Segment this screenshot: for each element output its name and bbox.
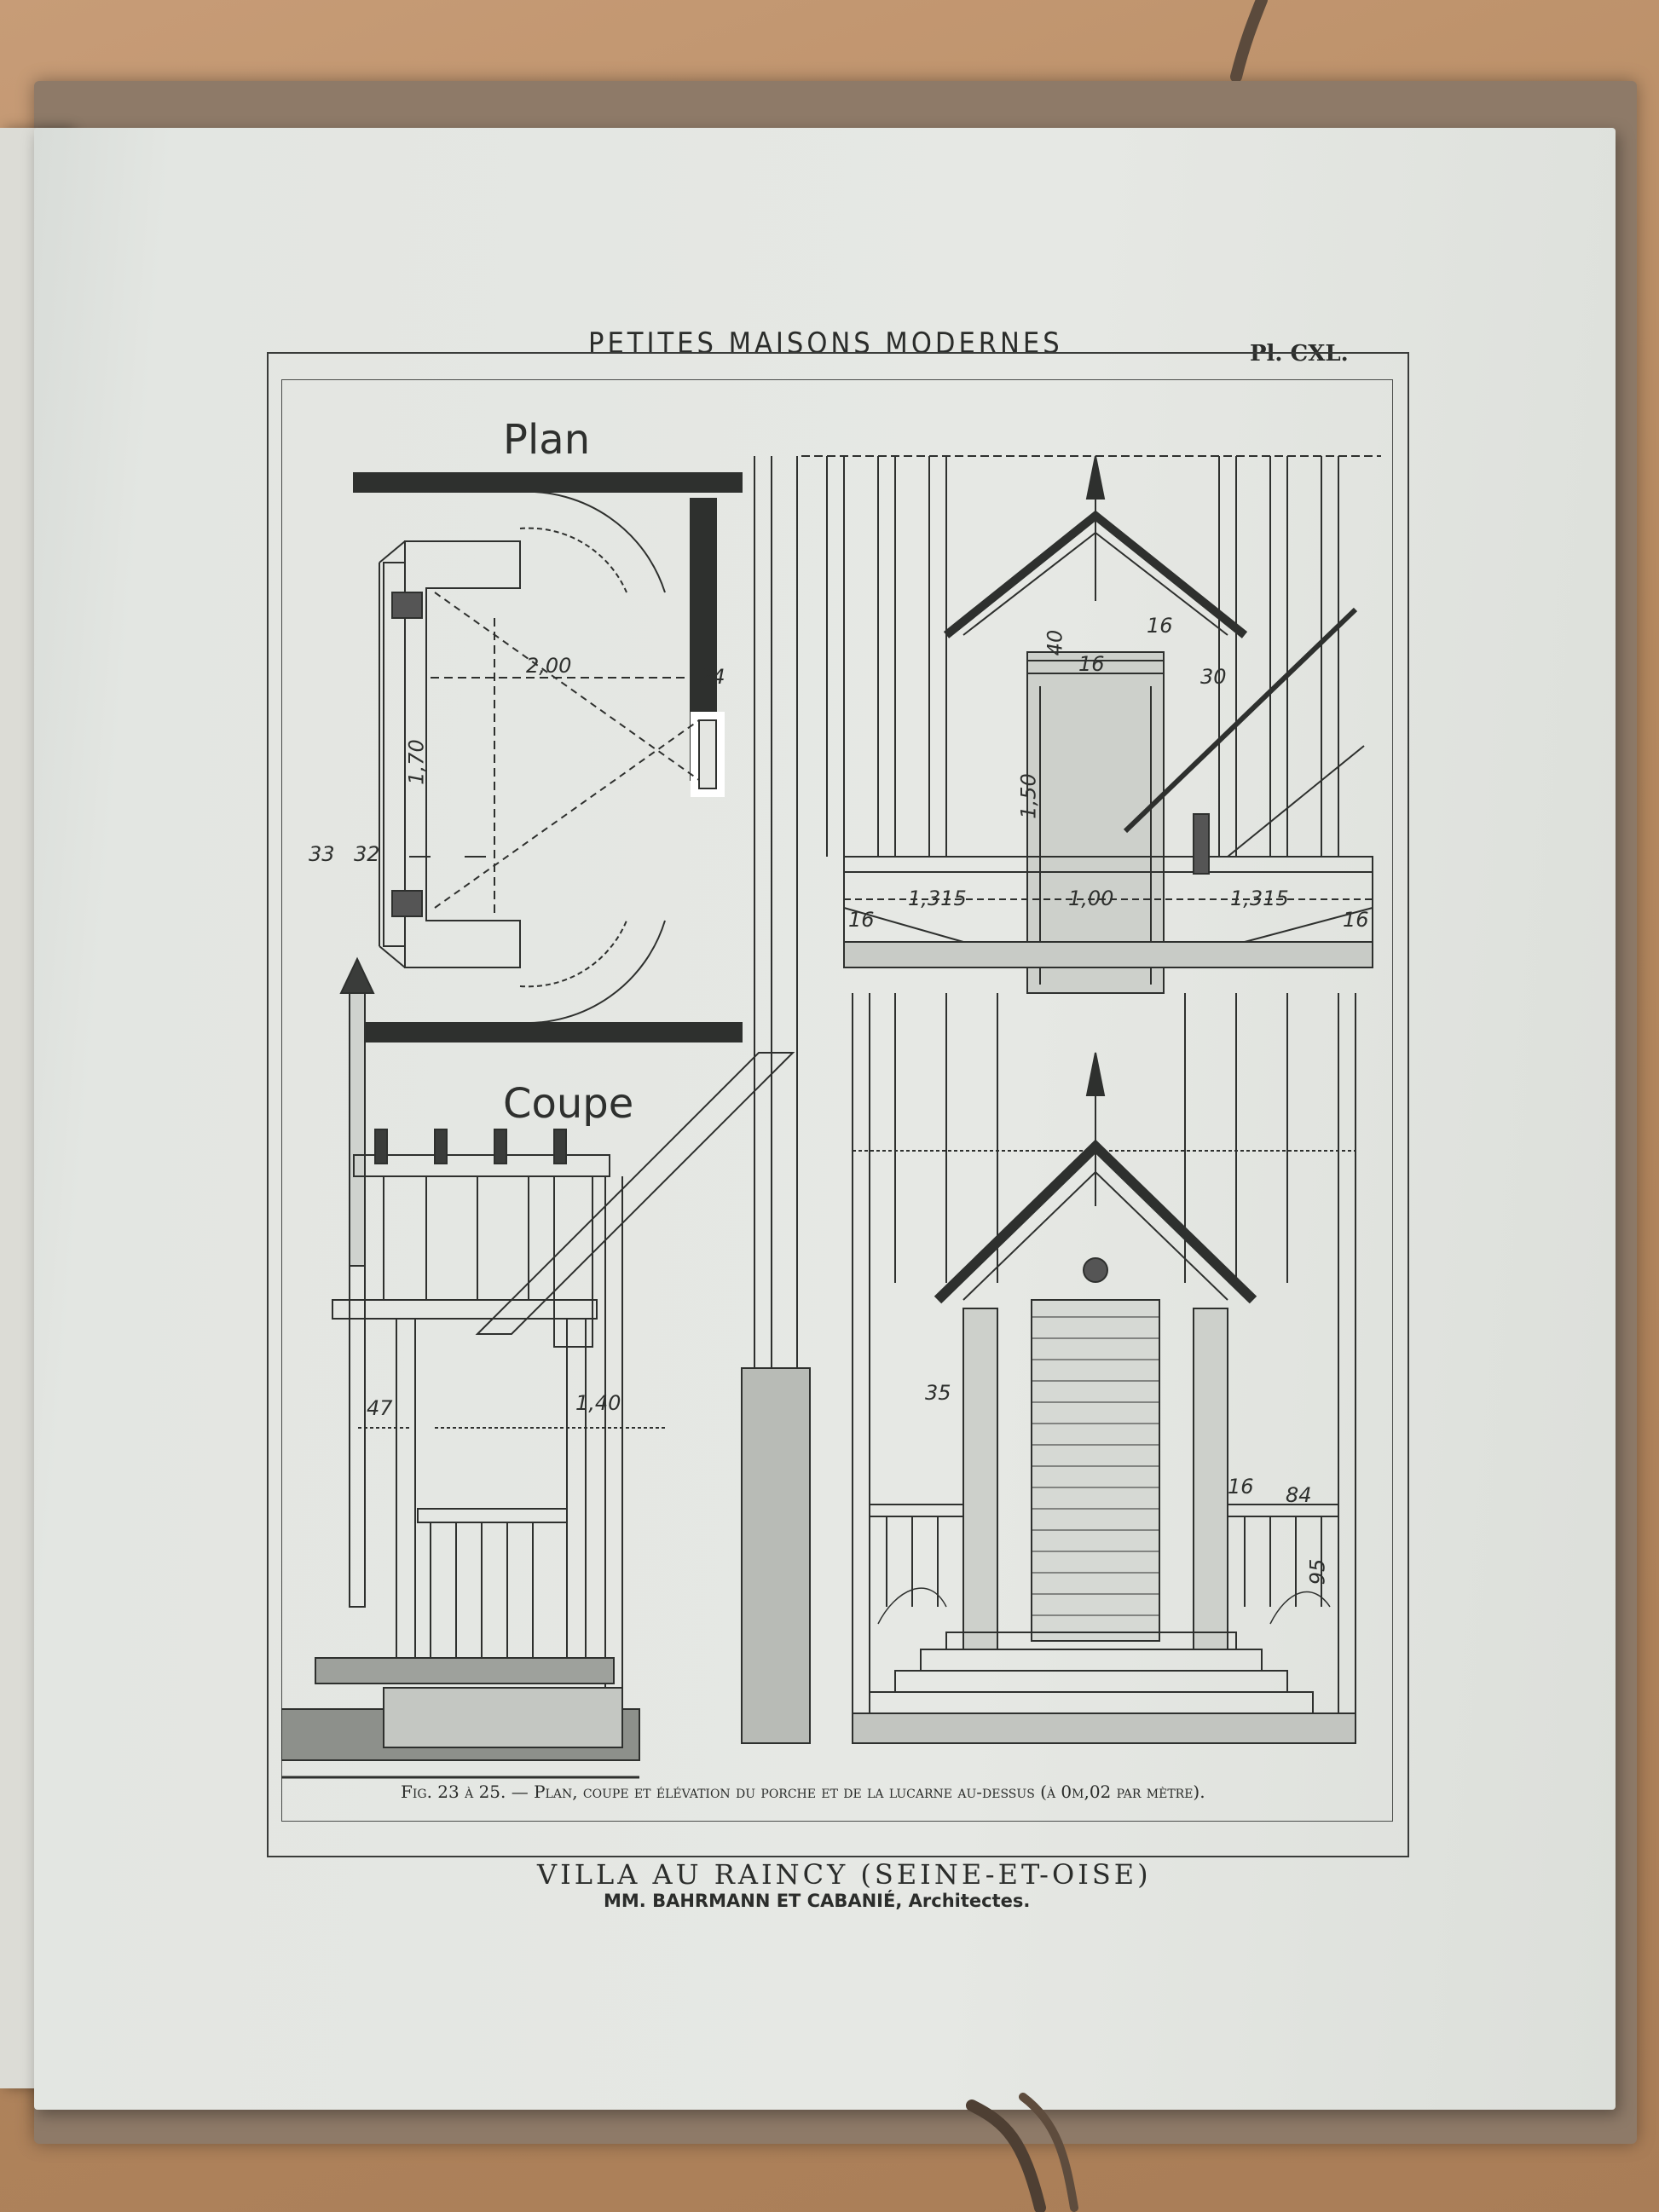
architects-role: Architectes.: [908, 1891, 1031, 1911]
dim-plan-a: 33: [309, 842, 335, 866]
plate-number: Pl. CXL.: [1250, 341, 1349, 367]
binding-string-top: [1219, 0, 1279, 81]
timber-post: [742, 456, 810, 1743]
dim-elev-top-a: 40: [1043, 629, 1067, 656]
binding-string-bottom: [955, 2088, 1091, 2212]
dim-elev-low-a: 35: [925, 1381, 951, 1405]
dim-plan-width: 2,00: [526, 654, 572, 678]
villa-title: VILLA AU RAINCY (SEINE-ET-OISE): [537, 1858, 1152, 1891]
figure-caption: Fig. 23 à 25. — Plan, coupe et élévation du porche et de la lucarne au-dessus (à 0m,02 par mètre).: [401, 1782, 1205, 1802]
dormer-elevation: [801, 456, 1381, 993]
architects-line: [604, 1891, 1200, 1911]
dim-elev-span-right: 1,315: [1230, 887, 1289, 910]
dim-elev-top-b: 16: [1078, 652, 1105, 676]
plan-label: Plan: [503, 416, 591, 464]
dim-plan-b: 32: [354, 842, 380, 866]
dim-elev-side: 30: [1200, 665, 1227, 689]
dim-elev-post-right: 16: [1343, 908, 1369, 932]
dim-elev-post-left: 16: [848, 908, 875, 932]
dim-elev-span-left: 1,315: [908, 887, 967, 910]
dim-elev-low-d: 95: [1305, 1558, 1330, 1585]
dim-elev-height: 1,50: [1016, 773, 1041, 819]
dim-plan-depth: 1,70: [404, 739, 429, 785]
dim-elev-low-b: 16: [1228, 1475, 1254, 1499]
coupe-label: Coupe: [503, 1080, 634, 1128]
architectural-drawing: [281, 379, 1391, 1820]
porch-elevation: [853, 993, 1356, 1743]
architects-names: MM. BAHRMANN ET CABANIÉ,: [604, 1891, 903, 1911]
dim-elev-top-c: 16: [1147, 614, 1173, 638]
dim-coupe-a: 47: [367, 1396, 393, 1420]
dim-elev-low-c: 84: [1286, 1483, 1312, 1507]
series-title: PETITES MAISONS MODERNES: [588, 326, 1063, 361]
dim-plan-wall: 24: [699, 665, 725, 689]
dim-elev-span-mid: 1,00: [1068, 887, 1114, 910]
dim-coupe-b: 1,40: [575, 1391, 621, 1415]
